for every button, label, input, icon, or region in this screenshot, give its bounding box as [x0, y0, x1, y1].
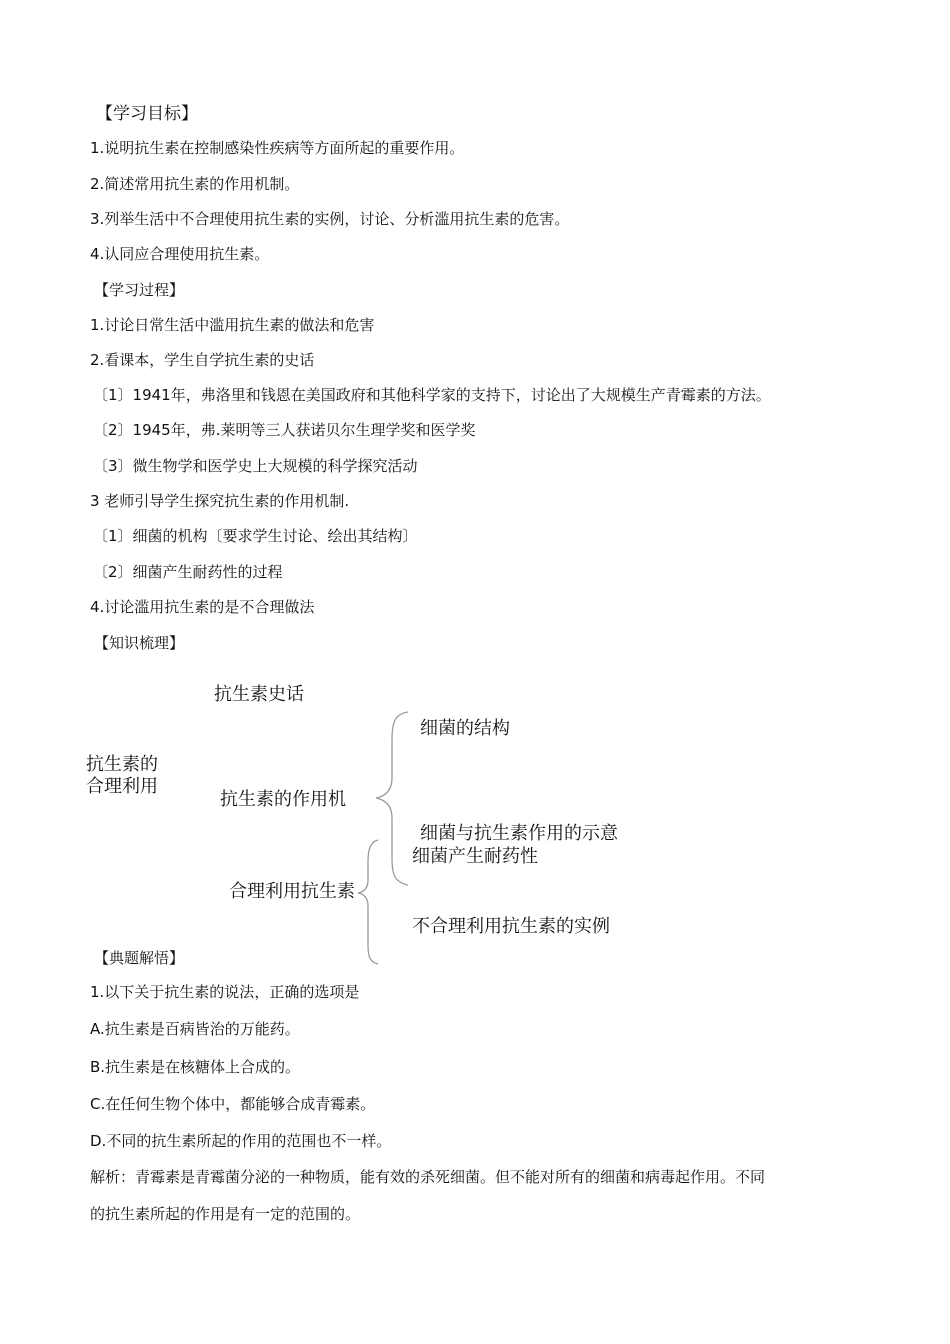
objective-item-4: 4.认同应合理使用抗生素。	[90, 245, 270, 263]
mindmap-irrational-examples: 不合理利用抗生素的实例	[412, 916, 610, 937]
example-option-a: A.抗生素是百病皆治的万能药。	[90, 1020, 300, 1038]
example-heading: 【典题解悟】	[94, 949, 185, 967]
rational-use-brace	[358, 840, 378, 964]
example-option-b: B.抗生素是在核糖体上合成的。	[90, 1058, 301, 1076]
objective-item-3: 3.列举生活中不合理使用抗生素的实例，讨论、分析滥用抗生素的危害。	[90, 210, 570, 228]
process-subitem-structure: 〔1〕细菌的机构〔要求学生讨论、绘出其结构〕	[93, 527, 418, 545]
objective-item-2: 2.简述常用抗生素的作用机制。	[90, 175, 300, 193]
objective-item-1: 1.说明抗生素在控制感染性疾病等方面所起的重要作用。	[90, 139, 465, 157]
process-item-2: 2.看课本，学生自学抗生素的史话	[90, 351, 315, 369]
example-question: 1.以下关于抗生素的说法，正确的选项是	[90, 983, 360, 1001]
process-item-1: 1.讨论日常生活中滥用抗生素的做法和危害	[90, 316, 375, 334]
mindmap-root-line1: 抗生素的	[86, 754, 158, 775]
process-subitem-1945: 〔2〕1945年，弗.莱明等三人获诺贝尔生理学奖和医学奖	[93, 421, 476, 439]
example-option-d: D.不同的抗生素所起的作用的范围也不一样。	[90, 1132, 392, 1150]
mindmap-structure: 细菌的结构	[420, 718, 510, 739]
example-analysis-line1: 解析：青霉素是青霉菌分泌的一种物质，能有效的杀死细菌。但不能对所有的细菌和病毒起作用。不同	[90, 1168, 766, 1186]
objectives-heading: 【学习目标】	[96, 104, 198, 124]
mindmap-rational-use: 合理利用抗生素	[229, 881, 355, 902]
process-subitem-activities: 〔3〕微生物学和医学史上大规模的科学探究活动	[93, 457, 418, 475]
process-item-3: 3 老师引导学生探究抗生素的作用机制.	[90, 492, 350, 510]
process-item-4: 4.讨论滥用抗生素的是不合理做法	[90, 598, 315, 616]
mindmap-history: 抗生素史话	[214, 684, 304, 705]
mindmap-resistance: 细菌产生耐药性	[412, 846, 538, 867]
mechanism-brace	[376, 712, 408, 885]
process-heading: 【学习过程】	[94, 281, 185, 299]
mindmap-interaction: 细菌与抗生素作用的示意	[420, 823, 618, 844]
process-subitem-resistance: 〔2〕细菌产生耐药性的过程	[93, 563, 283, 581]
knowledge-heading: 【知识梳理】	[94, 634, 185, 652]
mindmap-root-line2: 合理利用	[86, 776, 158, 797]
process-subitem-1941: 〔1〕1941年，弗洛里和钱恩在美国政府和其他科学家的支持下，讨论出了大规模生产青霉素的方法。	[93, 386, 771, 404]
mindmap-mechanism: 抗生素的作用机	[220, 789, 346, 810]
example-option-c: C.在任何生物个体中，都能够合成青霉素。	[90, 1095, 376, 1113]
example-analysis-line2: 的抗生素所起的作用是有一定的范围的。	[90, 1205, 361, 1223]
